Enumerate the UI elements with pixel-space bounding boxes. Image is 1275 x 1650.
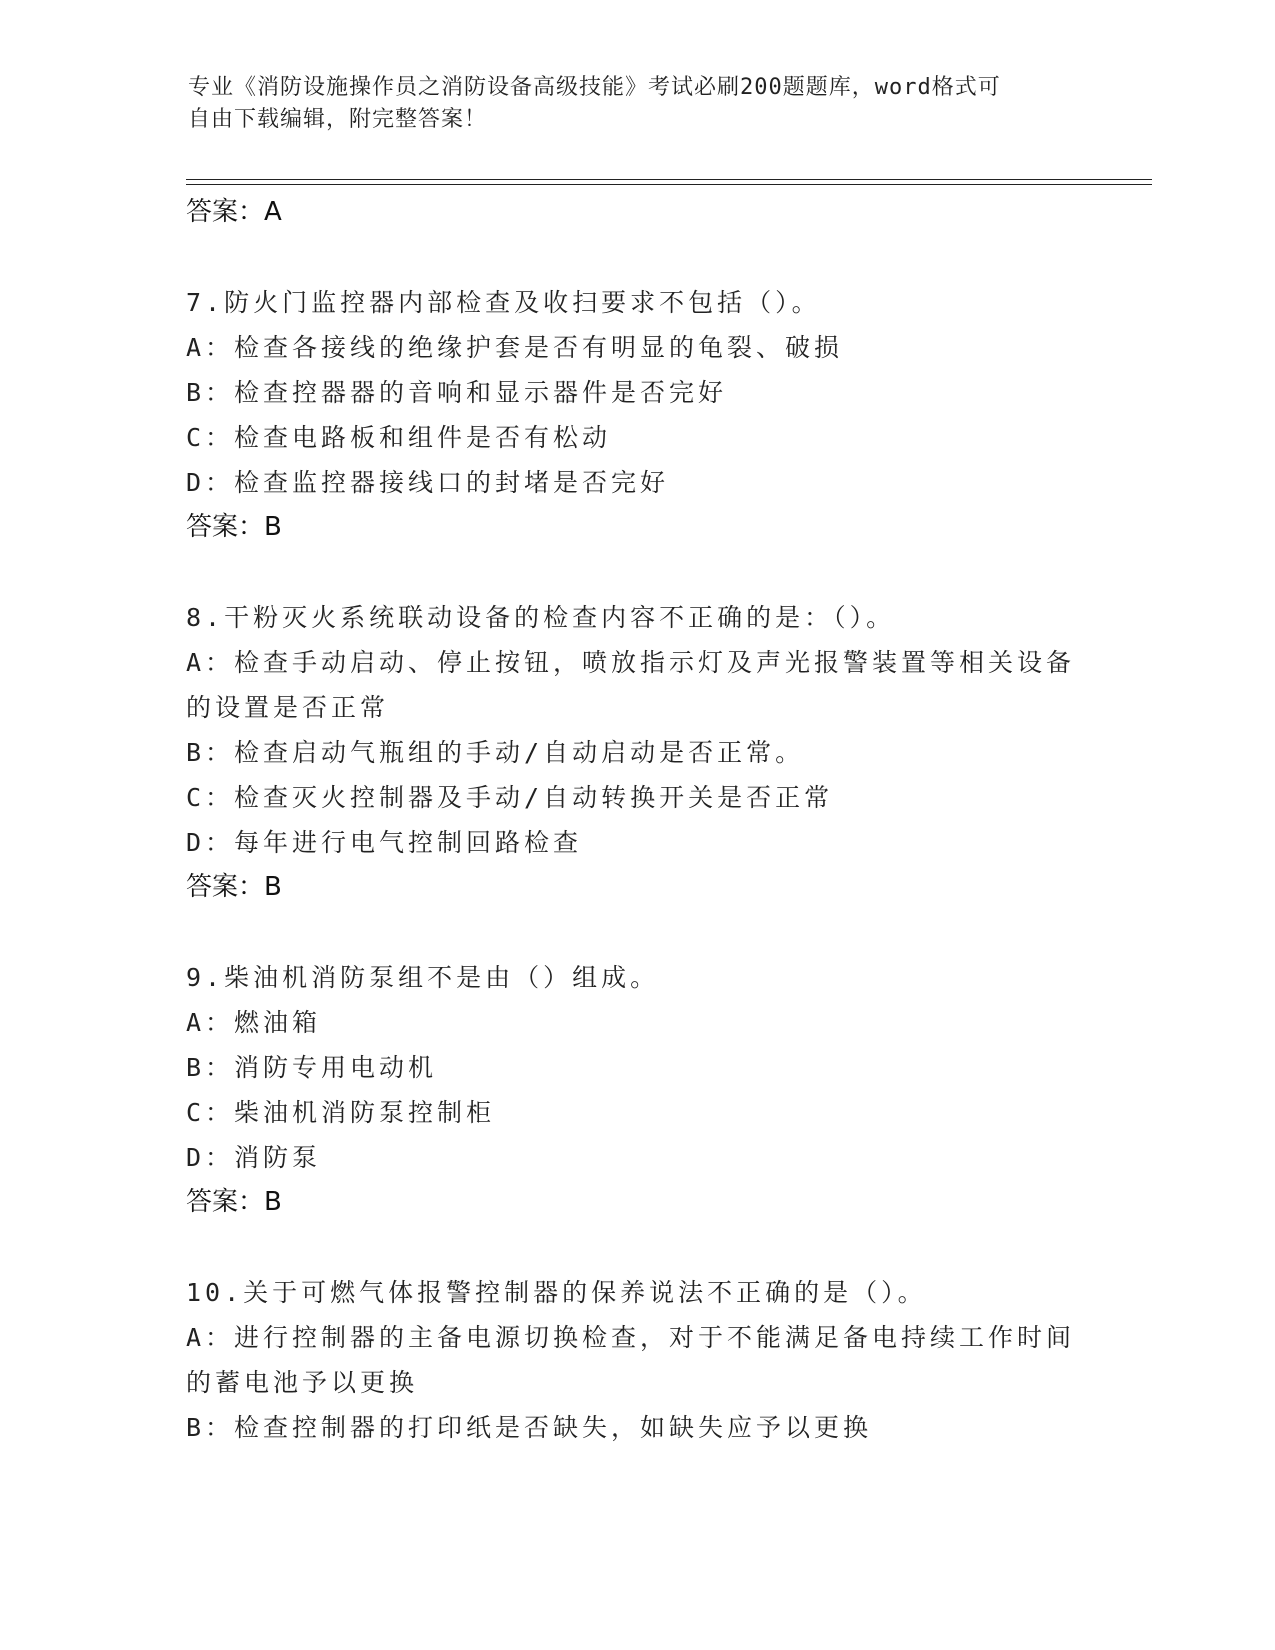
option-line: B：检查启动气瓶组的手动/自动启动是否正常。 bbox=[186, 738, 805, 767]
option-line: C：检查电路板和组件是否有松动 bbox=[186, 423, 612, 452]
option-line: 的设置是否正常 bbox=[186, 693, 390, 722]
option-line: C：检查灭火控制器及手动/自动转换开关是否正常 bbox=[186, 783, 834, 812]
option-line: A：检查手动启动、停止按钮，喷放指示灯及声光报警装置等相关设备 bbox=[186, 648, 1076, 677]
option-line: C：柴油机消防泵控制柜 bbox=[186, 1098, 496, 1127]
question-list bbox=[186, 190, 1086, 1450]
question-block bbox=[186, 595, 1086, 909]
header-divider-top bbox=[186, 179, 1152, 180]
question-block bbox=[186, 280, 1086, 549]
option-line: B：消防专用电动机 bbox=[186, 1053, 438, 1082]
answer-label: 答案：A bbox=[186, 197, 282, 227]
option-line: A：检查各接线的绝缘护套是否有明显的龟裂、破损 bbox=[186, 333, 844, 362]
option-line: A：进行控制器的主备电源切换检查，对于不能满足备电持续工作时间 bbox=[186, 1323, 1076, 1352]
question-block bbox=[186, 955, 1086, 1224]
header-divider-bottom bbox=[186, 184, 1152, 185]
answer-label: 答案：B bbox=[186, 872, 282, 902]
option-line: D：每年进行电气控制回路检查 bbox=[186, 828, 583, 857]
option-line: B：检查控制器的打印纸是否缺失，如缺失应予以更换 bbox=[186, 1413, 873, 1442]
option-line: 的蓄电池予以更换 bbox=[186, 1368, 419, 1397]
question-stem: 7.防火门监控器内部检查及收扫要求不包括（）。 bbox=[186, 288, 821, 317]
question-block bbox=[186, 1270, 1086, 1450]
header-line-1: 专业《消防设施操作员之消防设备高级技能》考试必刷200题题库，word格式可 bbox=[188, 75, 1001, 100]
question-stem: 8.干粉灭火系统联动设备的检查内容不正确的是：（）。 bbox=[186, 603, 896, 632]
header-line-2: 自由下载编辑，附完整答案！ bbox=[188, 107, 488, 132]
option-line: B：检查控器器的音响和显示器件是否完好 bbox=[186, 378, 728, 407]
document-header bbox=[188, 72, 1068, 136]
option-line: D：消防泵 bbox=[186, 1143, 322, 1172]
answer-label: 答案：B bbox=[186, 1187, 282, 1217]
answer-label: 答案：B bbox=[186, 512, 282, 542]
option-line: D：检查监控器接线口的封堵是否完好 bbox=[186, 468, 670, 497]
question-stem: 10.关于可燃气体报警控制器的保养说法不正确的是（）。 bbox=[186, 1278, 927, 1307]
option-line: A：燃油箱 bbox=[186, 1008, 322, 1037]
question-stem: 9.柴油机消防泵组不是由（）组成。 bbox=[186, 963, 660, 992]
